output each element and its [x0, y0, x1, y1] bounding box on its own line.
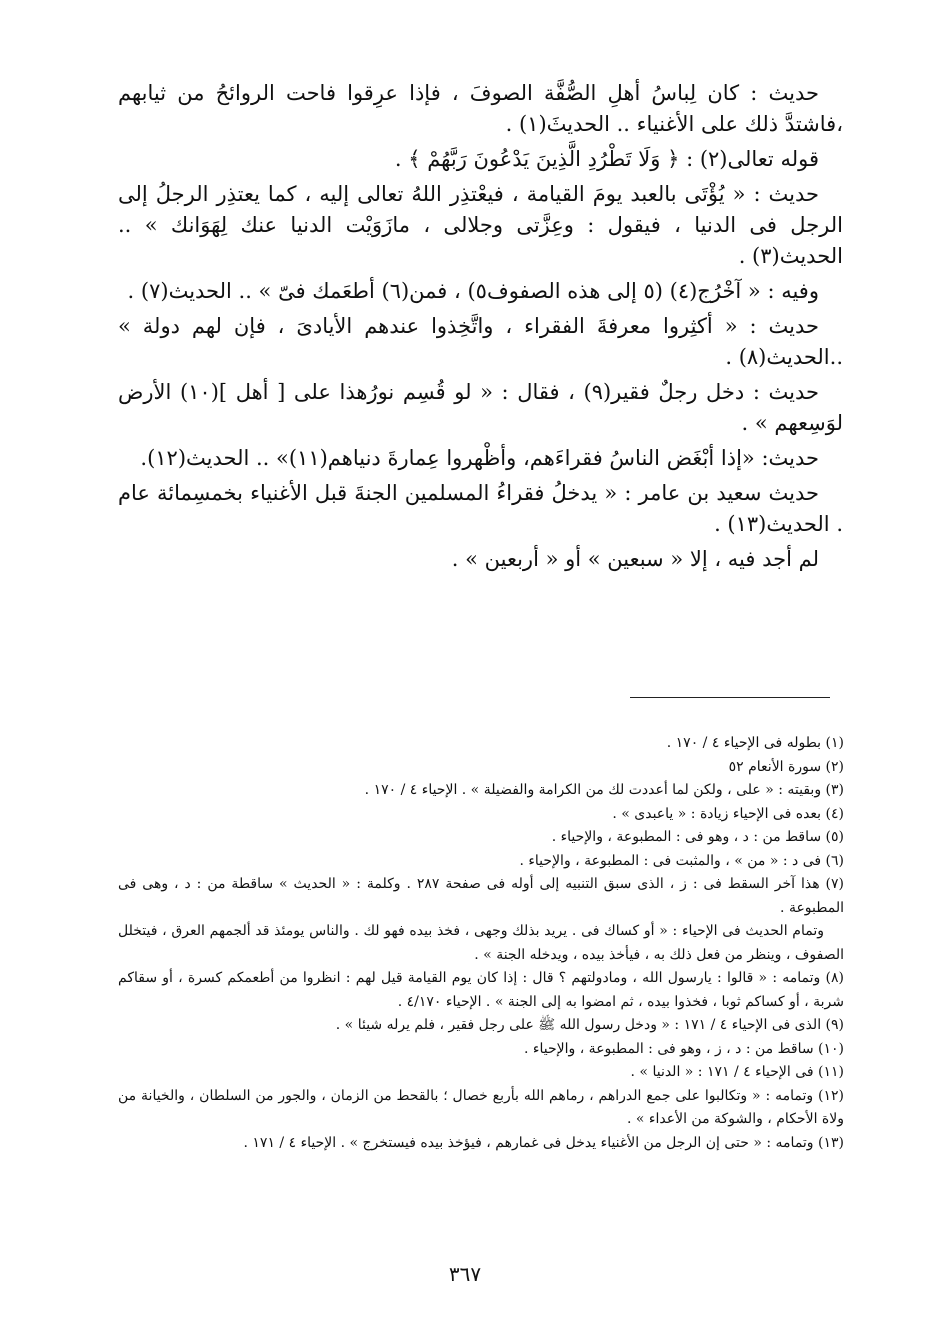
hadith-paragraph: حديث : كان لِباسُ أهلِ الصُّفَّة الصوفَ ، فإذا عرِقوا فاحت الروائحُ من ثيابهم ،فاشتدَّ ذلك على الأغنياء .. الحديثَ(١) .: [118, 81, 843, 136]
page-number: ٣٦٧: [448, 1262, 482, 1286]
footnote-divider: [630, 697, 830, 698]
hadith-paragraph: حديث : دخل رجلٌ فقير(٩) ، فقال : « لو قُسِم نورُهذا على [ أهل ](١٠) الأرض لوَسِعهم » .: [118, 380, 843, 435]
footnote: (٩) الذى فى الإحياء ٤ / ١٧١ : « ودخل رسول الله ﷺ على رجل فقير ، فلم يرله شيئا » .: [335, 1017, 844, 1033]
hadith-paragraph: حديث : « أكثِروا معرفةَ الفقراء ، واتَّخِذوا عندهم الأيادىَ ، فإن لهم دولة » ..الحديث(٨) .: [118, 314, 843, 369]
footnote-continuation: وتمام الحديث فى الإحياء : « أو كساك فى . يريد بذلك وجهى ، فخذ بيده فهو لك . والناس يومئذ قد ألجمهم العرق ، فيتخلل الصفوف ، وينظر من فعل ذلك به ، فيأخذ بيده ، ويدخله الجنة » .: [118, 923, 844, 963]
hadith-paragraph: حديث: «إذا أبْغَض الناسُ فقراءَهم، وأظْهروا عِمارةَ دنياهم(١١)» .. الحديث(١٢).: [140, 446, 819, 470]
quran-verse-paragraph: قوله تعالى(٢) : ﴿ وَلَا تَطْرُدِ الَّذِينَ يَدْعُونَ رَبَّهُمْ ﴾ .: [394, 147, 819, 171]
footnotes: [118, 732, 844, 1155]
footnote: (١٢) وتمامه : « وتكالبوا على جمع الدراهم ، رماهم الله بأربع خصال ؛ بالقحط من الزمان ، والجور من السلطان ، والخيانة من ولاة الأحكام ، والشوكة من الأعداء » .: [118, 1087, 844, 1127]
footnote: (٢) سورة الأنعام ٥٢: [728, 758, 844, 775]
footnote: (٨) وتمامه : « قالوا : يارسول الله ، ومادولتهم ؟ قال : إذا كان يوم القيامة قيل لهم : انظروا من أطعمكم كسرة ، أو سقاكم شربة ، أو كساكم ثوبا ، فخذوا بيده ، ثم امضوا به إلى الجنة » . الإحياء ٤/١٧٠ .: [118, 970, 844, 1010]
footnote: (١١) فى الإحياء ٤ / ١٧١ : « الدنيا » .: [630, 1064, 844, 1080]
footnote: (١٠) ساقط من : د ، ز ، وهو فى : المطبوعة ، والإحياء .: [524, 1040, 844, 1057]
footnote: (٥) ساقط من : د ، وهو فى : المطبوعة ، والإحياء .: [551, 829, 844, 845]
footnote: (٣) وبقيته : « على ، ولكن لما أعددت لك من الكرامة والفضيلة » . الإحياء ٤ / ١٧٠ .: [364, 782, 844, 798]
hadith-paragraph: حديث : « يُؤْتَى بالعبد يومَ القيامة ، فيعْتذِر اللهُ تعالى إليه ، كما يعتذِر الرجلُ إلى الرجل فى الدنيا ، فيقول : وعِزَّتى وجلالى ، مازَوَيْت الدنيا عنك لِهَوَانك » .. الحديث(٣) .: [118, 182, 843, 268]
hadith-paragraph: حديث سعيد بن عامر : « يدخلُ فقراءُ المسلمين الجنةَ قبل الأغنياء بخمسِمائة عام . الحديث(١٣) .: [118, 481, 843, 536]
footnote: (٤) بعده فى الإحياء زيادة : « ياعبدى » .: [612, 805, 844, 822]
footnote: (١٣) وتمامه : « حتى إن الرجل من الأغنياء يدخل فى غمارهم ، فيؤخذ بيده فيستخرج » . الإحياء ٤ / ١٧١ .: [243, 1134, 844, 1151]
hadith-paragraph: وفيه : « آخْرُج(٤) (٥ إلى هذه الصفوف٥) ، فمن(٦) أطعَمك فىّ » .. الحديث(٧) .: [127, 279, 819, 303]
main-text: [118, 78, 843, 579]
footnote: (٧) هذا آخر السقط فى : ز ، الذى سبق التنبيه إلى أوله فى صفحة ٢٨٧ . وكلمة : « الحديث » ساقطة من : د ، وهى فى المطبوعة .: [118, 876, 844, 916]
commentary-paragraph: لم أجد فيه ، إلا « سبعين » أو « أربعين » .: [451, 547, 819, 571]
footnote: (١) بطوله فى الإحياء ٤ / ١٧٠ .: [666, 735, 844, 751]
footnote: (٦) فى د : « من » ، والمثبت فى : المطبوعة ، والإحياء .: [519, 852, 844, 869]
